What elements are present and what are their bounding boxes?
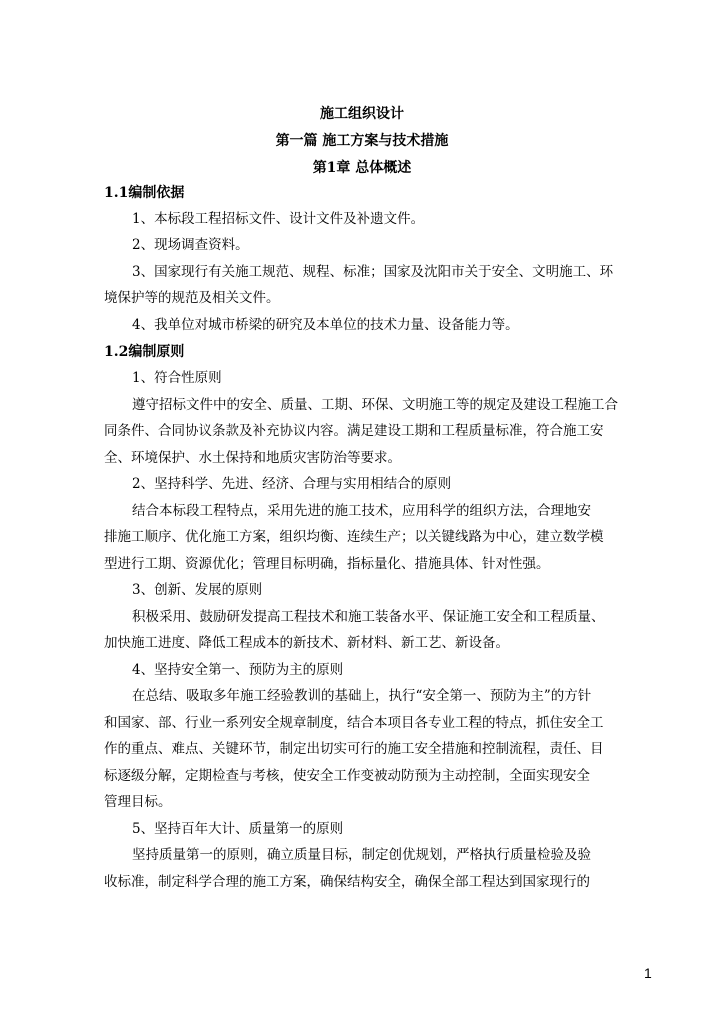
paragraph-line: 2、现场调查资料。 xyxy=(132,237,249,253)
paragraph-line: 全、环境保护、水土保持和地质灾害防治等要求。 xyxy=(104,450,401,466)
paragraph-line: 标逐级分解，定期检查与考核，使安全工作变被动防预为主动控制，全面实现安全 xyxy=(104,768,590,784)
document-title: 施工组织设计 xyxy=(320,106,404,122)
paragraph-line: 1、符合性原则 xyxy=(132,370,222,386)
paragraph-line: 积极采用、鼓励研发提高工程技术和施工装备水平、保证施工安全和工程质量、 xyxy=(132,609,605,625)
paragraph-line: 加快施工进度、降低工程成本的新技术、新材料、新工艺、新设备。 xyxy=(104,635,509,651)
paragraph-line: 遵守招标文件中的安全、质量、工期、环保、文明施工等的规定及建设工程施工合 xyxy=(132,397,618,413)
paragraph-line: 境保护等的规范及相关文件。 xyxy=(104,290,280,306)
paragraph-line: 5、坚持百年大计、质量第一的原则 xyxy=(132,821,344,837)
paragraph-line: 收标准，制定科学合理的施工方案，确保结构安全，确保全部工程达到国家现行的 xyxy=(104,874,590,890)
paragraph-line: 和国家、部、行业一系列安全规章制度，结合本项目各专业工程的特点，抓住安全工 xyxy=(104,715,604,731)
paragraph-line: 4、我单位对城市桥梁的研究及本单位的技术力量、设备能力等。 xyxy=(132,317,519,333)
chapter-title: 第1章 总体概述 xyxy=(312,160,412,176)
paragraph-line: 1、本标段工程招标文件、设计文件及补遗文件。 xyxy=(132,211,425,227)
paragraph-line: 作的重点、难点、关键环节，制定出切实可行的施工安全措施和控制流程，责任、目 xyxy=(104,741,604,757)
section-heading: 1.1编制依据 xyxy=(104,185,185,201)
part-title: 第一篇 施工方案与技术措施 xyxy=(275,133,449,149)
paragraph-line: 型进行工期、资源优化；管理目标明确，指标量化、措施具体、针对性强。 xyxy=(104,556,550,572)
paragraph-line: 结合本标段工程特点，采用先进的施工技术，应用科学的组织方法，合理地安 xyxy=(132,503,591,519)
paragraph-line: 坚持质量第一的原则，确立质量目标，制定创优规划，严格执行质量检验及验 xyxy=(132,847,591,863)
paragraph-line: 在总结、吸取多年施工经验教训的基础上，执行“安全第一、预防为主”的方针 xyxy=(132,688,592,704)
paragraph-line: 3、国家现行有关施工规范、规程、标准；国家及沈阳市关于安全、文明施工、环 xyxy=(132,264,614,280)
paragraph-line: 同条件、合同协议条款及补充协议内容。满足建设工期和工程质量标准，符合施工安 xyxy=(104,423,604,439)
paragraph-line: 2、坚持科学、先进、经济、合理与实用相结合的原则 xyxy=(132,476,452,492)
paragraph-line: 排施工顺序、优化施工方案，组织均衡、连续生产；以关键线路为中心，建立数学模 xyxy=(104,529,604,545)
paragraph-line: 管理目标。 xyxy=(104,794,172,810)
paragraph-line: 3、创新、发展的原则 xyxy=(132,582,263,598)
paragraph-line: 4、坚持安全第一、预防为主的原则 xyxy=(132,662,344,678)
section-heading: 1.2编制原则 xyxy=(104,344,185,360)
page-number: 1 xyxy=(644,965,652,981)
